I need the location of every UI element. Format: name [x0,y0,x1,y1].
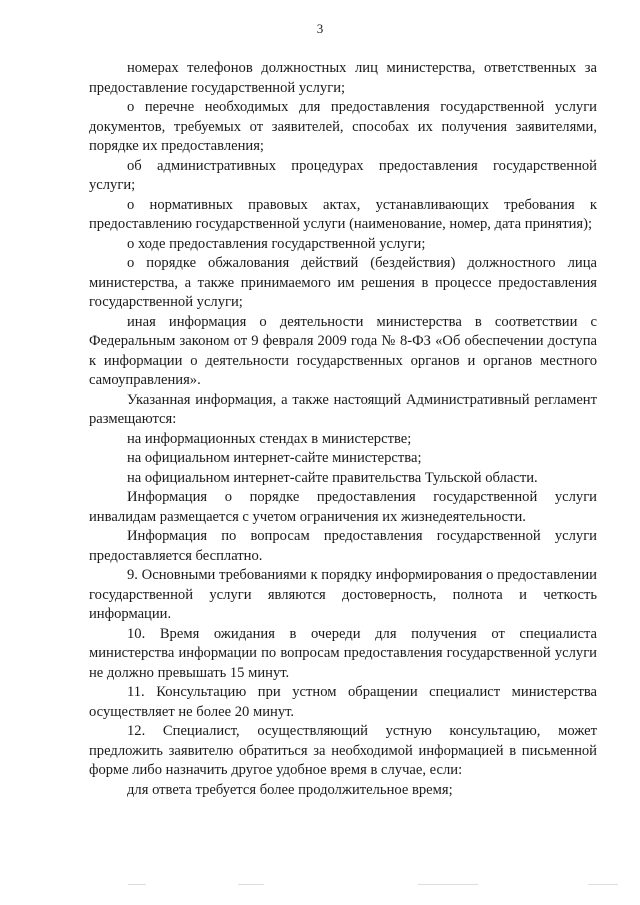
paragraph-info-placement: Указанная информация, а также настоящий Административный регламент размещаются: [89,391,597,427]
paragraph-disabled-info: Информация о порядке предоставления государственной услуги инвалидам размещается с учетом ограничения их жизнедеятельности. [89,489,597,525]
paragraph-admin-procedures: об административных процедурах предоставления государственной услуги; [89,157,597,193]
scan-artifact-line [0,880,640,888]
page-number: 3 [316,21,324,36]
paragraph-item-9: 9. Основными требованиями к порядку информирования о предоставлении государственной услуги являются достоверность, полнота и четкость информации. [89,567,597,622]
paragraph-service-progress: о ходе предоставления государственной услуги; [127,235,426,252]
paragraph-other-info: иная информация о деятельности министерства в соответствии с Федеральным законом от 9 февраля 2009 года № 8-ФЗ «Об обеспечении доступа к информации о деятельности государственных органов и органов местного самоуправления». [89,313,597,388]
list-item-info-stands: на информационных стендах в министерстве; [127,430,412,447]
paragraph-longer-time: для ответа требуется более продолжительное время; [127,781,453,798]
paragraph-item-11: 11. Консультацию при устном обращении специалист министерства осуществляет не более 20 минут. [89,684,597,720]
list-item-government-website: на официальном интернет-сайте правительства Тульской области. [127,469,538,486]
paragraph-phone-numbers: номерах телефонов должностных лиц министерства, ответственных за предоставление государственной услуги; [89,60,597,96]
paragraph-documents-list: о перечне необходимых для предоставления государственной услуги документов, требуемых от заявителей, способах их получения заявителями, порядке их предоставления; [89,99,597,154]
paragraph-appeal-procedure: о порядке обжалования действий (бездействия) должностного лица министерства, а также принимаемого им решения в процессе предоставления государственной услуги; [89,255,597,310]
list-item-ministry-website: на официальном интернет-сайте министерства; [127,450,422,466]
paragraph-free-info: Информация по вопросам предоставления государственной услуги предоставляется бесплатно. [89,528,597,564]
paragraph-item-12: 12. Специалист, осуществляющий устную консультацию, может предложить заявителю обратиться за необходимой информацией в письменной форме либо назначить другое удобное время в случае, если: [89,723,597,778]
paragraph-item-10: 10. Время ожидания в очереди для получения от специалиста министерства информации по вопросам предоставления государственной услуги не должно превышать 15 минут. [89,625,597,681]
document-body [89,59,597,800]
paragraph-normative-acts: о нормативных правовых актах, устанавливающих требования к предоставлению государственной услуги (наименование, номер, дата принятия); [89,196,597,232]
